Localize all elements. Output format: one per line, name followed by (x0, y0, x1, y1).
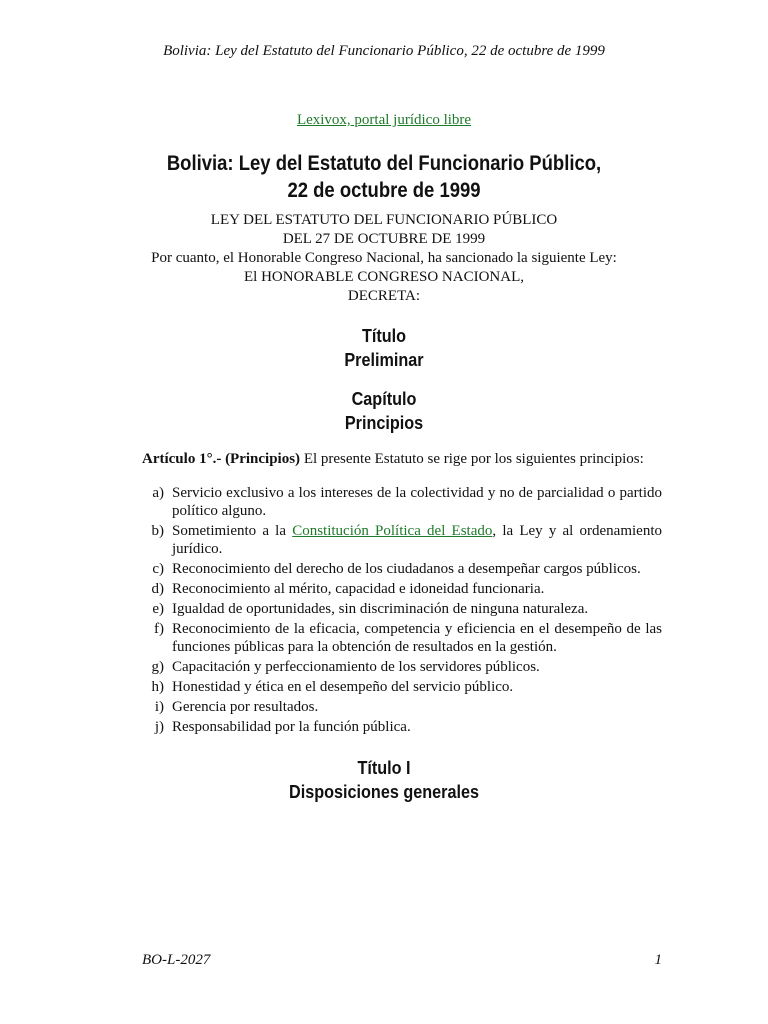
list-marker: b) (151, 523, 164, 539)
titulo-preliminar-heading (38, 324, 729, 372)
lexivox-portal-link[interactable]: Lexivox, portal jurídico libre (296, 112, 472, 128)
law-heading (0, 211, 768, 306)
list-marker: a) (152, 485, 164, 501)
heading-line: Disposiciones generales (289, 782, 479, 802)
page-number: 1 (654, 952, 662, 968)
article-text: El presente Estatuto se rige por los siguientes principios: (300, 451, 644, 467)
heading-line: Título (361, 326, 407, 346)
constitution-link[interactable]: Constitución Política del Estado (292, 523, 493, 539)
list-item-text: , la Ley y al ordenamiento jurídico. (172, 523, 662, 557)
list-item (142, 580, 662, 598)
list-item-text: Reconocimiento al mérito, capacidad e idoneidad funcionaria. (172, 581, 545, 597)
list-marker: g) (151, 659, 164, 675)
heading-line: Título I (357, 758, 411, 778)
list-item-text: Capacitación y perfeccionamiento de los servidores públicos. (172, 659, 540, 675)
list-item (142, 678, 662, 696)
list-item-text: Gerencia por resultados. (172, 699, 319, 715)
law-heading-line: El HONORABLE CONGRESO NACIONAL, (244, 269, 524, 285)
list-item (142, 718, 662, 736)
list-item-text: Honestidad y ética en el desempeño del servicio público. (172, 679, 514, 695)
list-marker: j) (154, 719, 164, 735)
law-heading-line: Por cuanto, el Honorable Congreso Nacional, ha sancionado la siguiente Ley: (151, 250, 617, 266)
running-header: Bolivia: Ley del Estatuto del Funcionario Público, 22 de octubre de 1999 (163, 43, 605, 59)
list-item-text: Reconocimiento del derecho de los ciudadanos a desempeñar cargos públicos. (172, 561, 641, 577)
law-heading-line: DECRETA: (347, 288, 421, 304)
heading-line: Capítulo (351, 389, 417, 409)
list-item-text: Servicio exclusivo a los intereses de la colectividad y no de parcialidad o partido político alguno. (172, 485, 662, 519)
article-1 (142, 450, 662, 469)
list-marker: e) (152, 601, 164, 617)
list-marker: f) (154, 621, 164, 637)
portal-link-container (0, 112, 768, 129)
list-item-text: Reconocimiento de la eficacia, competencia y eficiencia en el desempeño de las funciones públicas para la obtención de resultados en la gestión. (172, 621, 662, 655)
list-item (142, 600, 662, 618)
list-marker: i) (154, 699, 164, 715)
document-title: Bolivia: Ley del Estatuto del Funcionario Público, 22 de octubre de 1999 (166, 152, 602, 202)
heading-line: Preliminar (344, 350, 424, 370)
capitulo-heading (38, 387, 729, 435)
list-item (142, 560, 662, 578)
article-label: Artículo 1°.- (Principios) (142, 451, 301, 467)
list-item (142, 620, 662, 656)
list-marker: c) (152, 561, 164, 577)
list-item-text: Sometimiento a la (172, 523, 293, 539)
law-heading-line: DEL 27 DE OCTUBRE DE 1999 (282, 231, 486, 247)
heading-line: Principios (344, 413, 424, 433)
list-marker: d) (151, 581, 164, 597)
list-item-text: Responsabilidad por la función pública. (172, 719, 411, 735)
titulo-i-heading (38, 756, 729, 804)
principles-list (142, 484, 662, 738)
list-item (142, 484, 662, 520)
list-marker: h) (151, 679, 164, 695)
law-heading-line: LEY DEL ESTATUTO DEL FUNCIONARIO PÚBLICO (210, 212, 558, 228)
list-item (142, 522, 662, 558)
list-item (142, 658, 662, 676)
document-code: BO-L-2027 (142, 952, 211, 968)
list-item (142, 698, 662, 716)
list-item-text: Igualdad de oportunidades, sin discriminación de ninguna naturaleza. (172, 601, 589, 617)
